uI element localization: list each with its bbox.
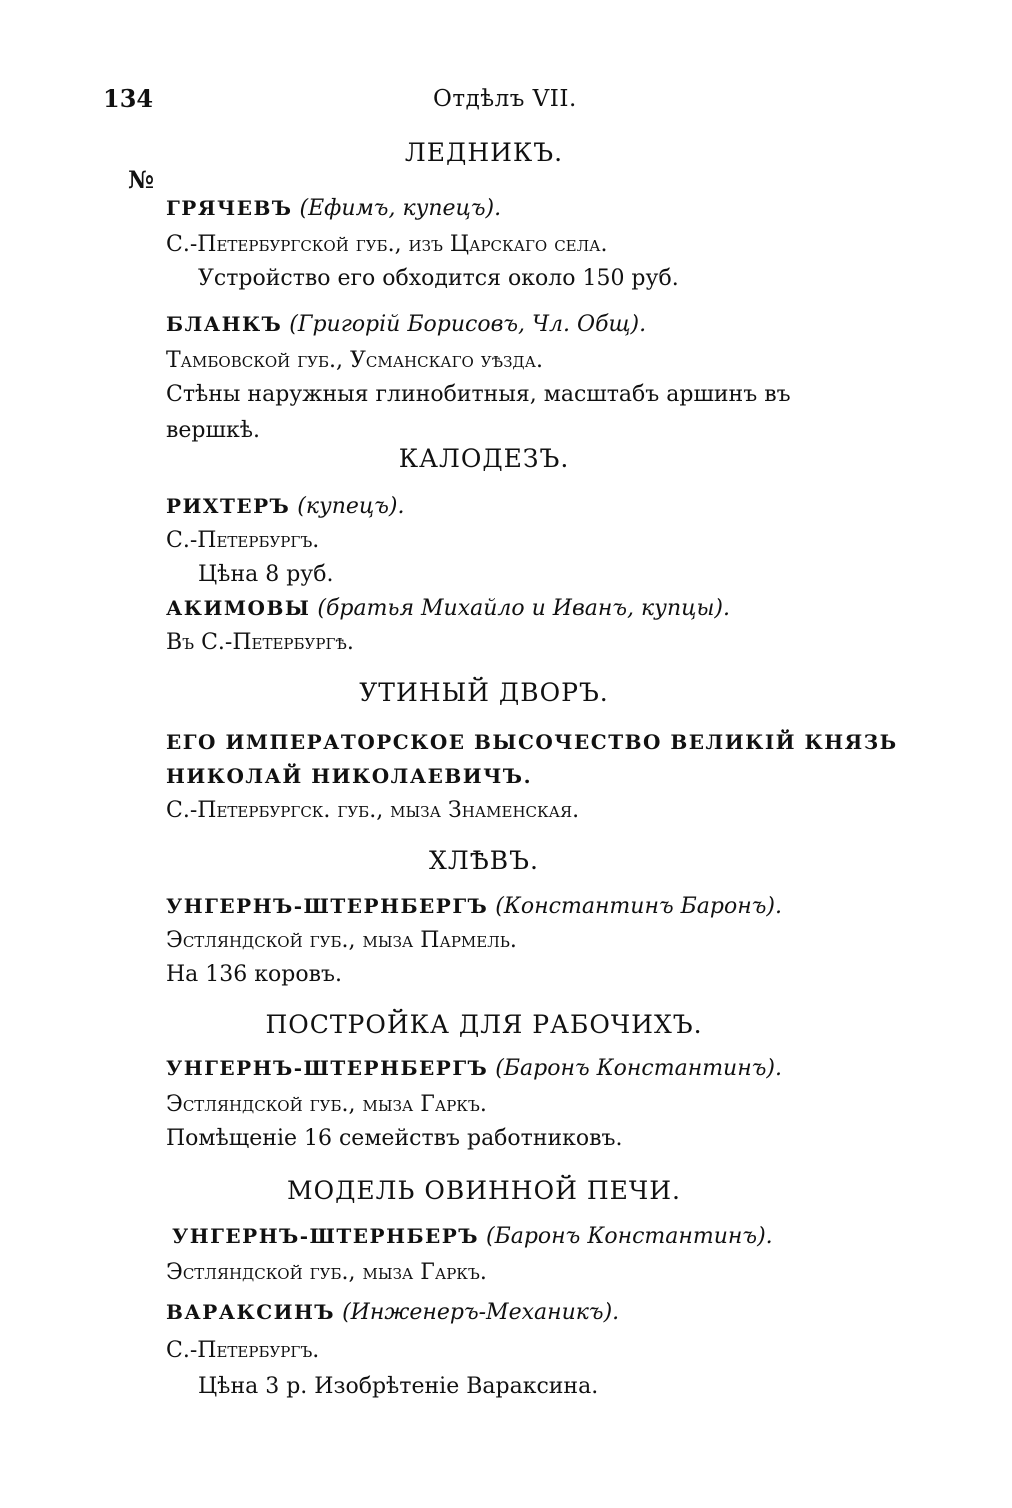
exhibitor-name: ВАРАКСИНЪ	[166, 1300, 336, 1324]
exhibitor-name: УНГЕРНЪ-ШТЕРНБЕРГЪ	[166, 894, 489, 918]
entry-line: На 136 коровъ.	[166, 962, 342, 987]
entry-line: Тамбовской губ., Усманскаго уѣзда.	[166, 348, 543, 373]
exhibitor-role: (братья Михайло и Иванъ, купцы).	[317, 596, 730, 621]
entry-line: С.-Петербургъ.	[166, 528, 320, 553]
entry-heading	[166, 1300, 619, 1325]
section-title: ПОСТРОЙКА ДЛЯ РАБОЧИХЪ.	[265, 1010, 703, 1039]
entry-heading	[166, 312, 646, 337]
exhibitor-role: (Ефимъ, купецъ).	[299, 196, 502, 221]
entry-line: Помѣщеніе 16 семействъ работниковъ.	[166, 1126, 623, 1151]
section-title: УТИНЫЙ ДВОРЪ.	[359, 678, 609, 707]
entry-line: Эстляндской губ., мыза Гаркъ.	[166, 1260, 487, 1285]
entry-heading	[166, 894, 782, 919]
section-title: МОДЕЛЬ ОВИННОЙ ПЕЧИ.	[287, 1176, 681, 1205]
exhibitor-role: (Константинъ Баронъ).	[495, 894, 782, 919]
entry-line: Эстляндской губ., мыза Пармель.	[166, 928, 517, 953]
entry-line: С.-Петербургской губ., изъ Царскаго села.	[166, 232, 608, 257]
exhibitor-role: (Инженеръ-Механикъ).	[342, 1300, 620, 1325]
exhibitor-role: (купецъ).	[297, 494, 405, 519]
entry-heading	[166, 494, 405, 519]
entry-heading	[166, 1056, 782, 1081]
entry-heading	[166, 730, 898, 755]
exhibitor-name: БЛАНКЪ	[166, 312, 283, 336]
entry-line: Стѣны наружныя глинобитныя, масштабъ аршинъ въ	[166, 382, 791, 407]
entry-line: Устройство его обходится около 150 руб.	[198, 266, 679, 291]
number-sign: №	[128, 165, 155, 194]
section-title: КАЛОДЕЗЪ.	[398, 444, 570, 473]
entry-heading-cont	[166, 764, 532, 789]
entry-line: С.-Петербургск. губ., мыза Знаменская.	[166, 798, 580, 823]
entry-line: Цѣна 8 руб.	[198, 562, 334, 587]
entry-line: С.-Петербургъ.	[166, 1338, 320, 1363]
exhibitor-role: (Баронъ Константинъ).	[495, 1056, 782, 1081]
exhibitor-name: НИКОЛАЙ НИКОЛАЕВИЧЪ.	[166, 764, 533, 788]
entry-heading	[172, 1224, 773, 1249]
exhibitor-name: АКИМОВЫ	[166, 596, 311, 620]
entry-line: вершкѣ.	[166, 418, 260, 443]
page-number: 134	[103, 84, 154, 113]
entry-line: Эстляндской губ., мыза Гаркъ.	[166, 1092, 487, 1117]
exhibitor-name: УНГЕРНЪ-ШТЕРНБЕРГЪ	[166, 1056, 489, 1080]
exhibitor-name: ЕГО ИМПЕРАТОРСКОЕ ВЫСОЧЕСТВО ВЕЛИКІЙ КНЯЗЬ	[166, 730, 898, 754]
exhibitor-name: УНГЕРНЪ-ШТЕРНБЕРЪ	[172, 1224, 479, 1248]
entry-heading	[166, 596, 730, 621]
exhibitor-role: (Баронъ Константинъ).	[485, 1224, 773, 1249]
exhibitor-role: (Григорій Борисовъ, Чл. Общ).	[289, 312, 647, 337]
entry-line: Цѣна 3 р. Изобрѣтеніе Вараксина.	[198, 1374, 599, 1399]
entry-heading	[166, 196, 501, 221]
exhibitor-name: ГРЯЧЕВЪ	[166, 196, 293, 220]
exhibitor-name: РИХТЕРЪ	[166, 494, 291, 518]
entry-line: Въ С.-Петербургѣ.	[166, 630, 354, 655]
section-title: ХЛѢВЪ.	[429, 846, 539, 875]
section-title: ЛЕДНИКЪ.	[404, 138, 564, 167]
running-head: Отдѣлъ VII.	[433, 86, 577, 112]
